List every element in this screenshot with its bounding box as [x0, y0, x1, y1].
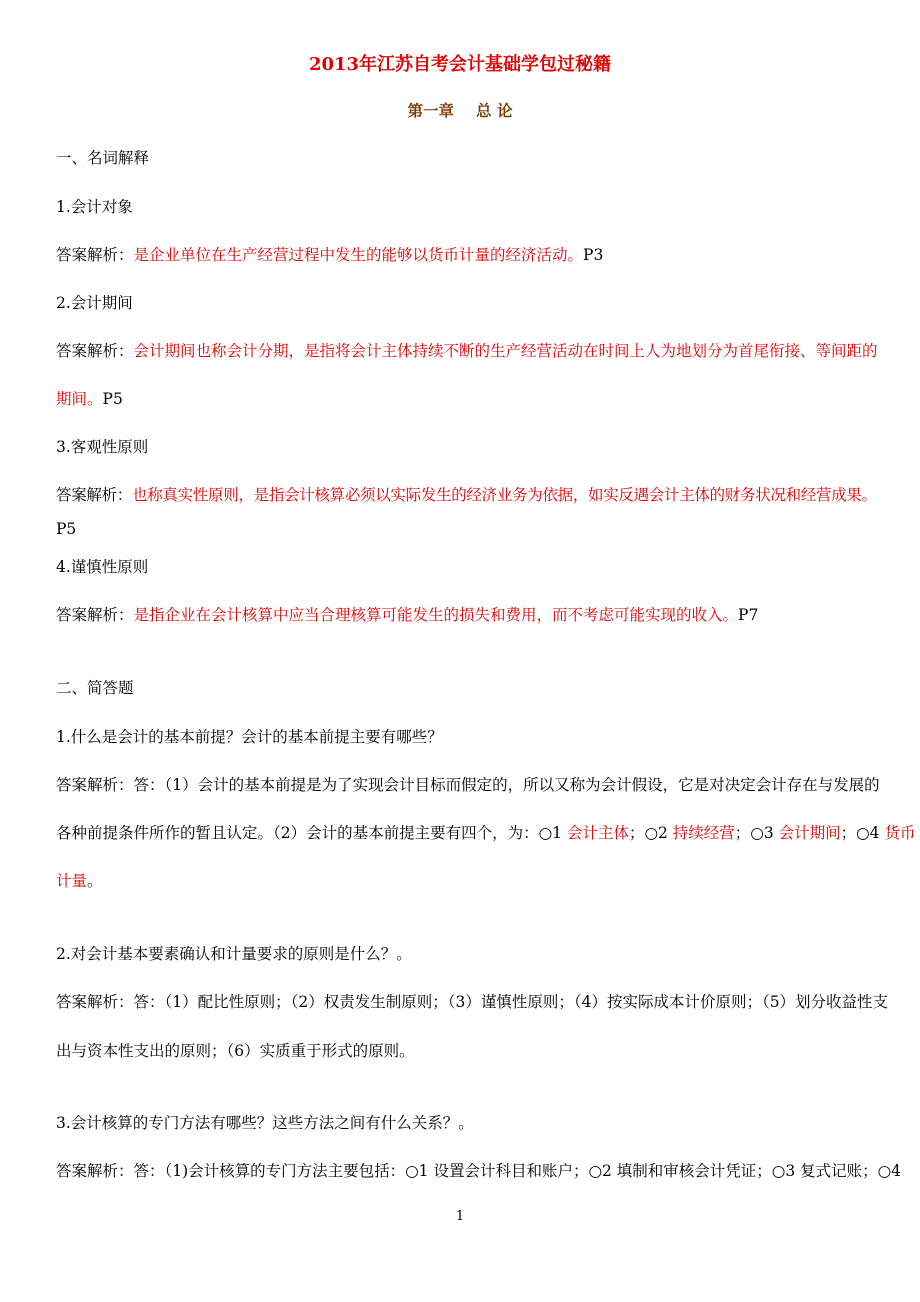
answer-text: 是企业单位在生产经营过程中发生的能够以货币计量的经济活动。 [133, 246, 584, 264]
page-ref: P3 [583, 246, 604, 264]
answer-end: 。 [87, 872, 103, 890]
answer-2-line-2 [56, 388, 878, 410]
keyword-monetary: 货币 [884, 824, 916, 842]
answer-1 [56, 244, 878, 266]
answer-q1-line-1: 答案解析：答：（1）会计的基本前提是为了实现会计目标而假定的，所以又称为会计假设，它是对决定会计存在与发展的 [56, 776, 880, 794]
page-ref-3: P5 [56, 520, 77, 538]
keyword-measurement: 计量 [56, 872, 88, 890]
separator: ；○2 [628, 824, 673, 842]
answer-q1-line-2 [56, 822, 916, 844]
answer-4 [56, 604, 878, 626]
answer-text: 各种前提条件所作的暂且认定。（2）会计的基本前提主要有四个，为：○1 [56, 824, 567, 842]
section-heading-terms: 一、名词解释 [56, 149, 150, 167]
term-4: 4.谨慎性原则 [56, 558, 149, 576]
term-1: 1.会计对象 [56, 198, 133, 216]
question-3: 3.会计核算的专门方法有哪些？这些方法之间有什么关系？。 [56, 1114, 474, 1132]
section-heading-short-answer: 二、简答题 [56, 679, 134, 697]
page-ref: P5 [102, 390, 123, 408]
answer-q1-line-3 [56, 870, 878, 892]
answer-q3-line-1: 答案解析：答：（1)会计核算的专门方法主要包括：○1 设置会计科目和账户；○2 填制和审核会计凭证；○3 复式记账；○4 [56, 1162, 901, 1180]
separator: ；○3 [734, 824, 779, 842]
page-number: 1 [455, 1209, 465, 1224]
term-2: 2.会计期间 [56, 294, 133, 312]
answer-label: 答案解析： [56, 342, 134, 360]
chapter-name: 总 论 [476, 101, 513, 120]
answer-q2-line-2: 出与资本性支出的原则；（6）实质重于形式的原则。 [56, 1042, 415, 1060]
keyword-accounting-period: 会计期间 [778, 824, 841, 842]
document-title: 2013年江苏自考会计基础学包过秘籍 [308, 54, 612, 75]
answer-text: 期间。 [56, 390, 103, 408]
answer-text: 是指企业在会计核算中应当合理核算可能发生的损失和费用，而不考虑可能实现的收入。 [133, 606, 739, 624]
answer-text: 也称真实性原则，是指会计核算必须以实际发生的经济业务为依据，如实反遇会计主体的财务状况和经营成果。 [132, 486, 877, 504]
answer-3 [56, 484, 878, 506]
page-ref: P7 [738, 606, 759, 624]
answer-2-line-1 [56, 340, 878, 362]
question-2: 2.对会计基本要素确认和计量要求的原则是什么？。 [56, 945, 412, 963]
answer-label: 答案解析： [56, 246, 134, 264]
chapter-number: 第一章 [407, 101, 455, 120]
separator: ；○4 [840, 824, 885, 842]
answer-text: 会计期间也称会计分期，是指将会计主体持续不断的生产经营活动在时间上人为地划分为首尾衔接、等间距的 [133, 342, 878, 360]
answer-q2-line-1: 答案解析：答：（1）配比性原则；（2）权责发生制原则；（3）谨慎性原则；（4）按实际成本计价原则；（5）划分收益性支 [56, 993, 889, 1011]
term-3: 3.客观性原则 [56, 438, 149, 456]
answer-label: 答案解析： [56, 486, 133, 504]
question-1: 1.什么是会计的基本前提？会计的基本前提主要有哪些？ [56, 728, 443, 746]
chapter-heading [0, 99, 920, 121]
keyword-accounting-entity: 会计主体 [566, 824, 629, 842]
answer-label: 答案解析： [56, 606, 134, 624]
keyword-going-concern: 持续经营 [672, 824, 735, 842]
